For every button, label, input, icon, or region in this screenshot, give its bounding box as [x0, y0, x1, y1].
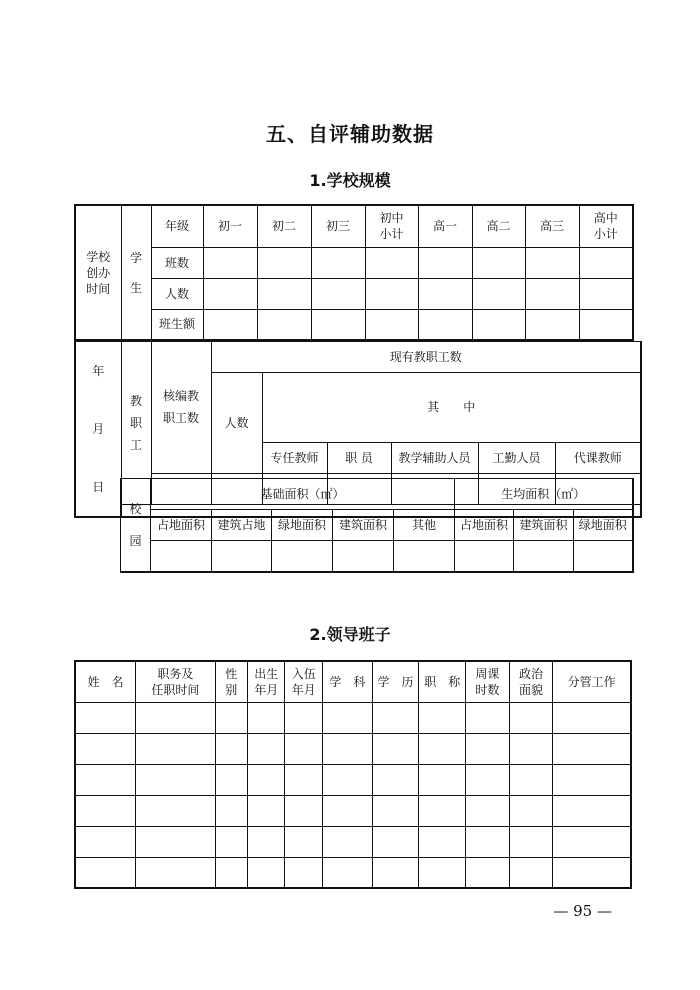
area-column-header: 绿地面积: [574, 510, 633, 541]
current-staff-label: 现有教职工数: [211, 342, 641, 373]
input-cell[interactable]: [311, 309, 365, 340]
area-column-header: 占地面积: [151, 510, 212, 541]
input-cell[interactable]: [323, 764, 373, 795]
input-cell[interactable]: [323, 733, 373, 764]
input-cell[interactable]: [418, 309, 472, 340]
input-cell[interactable]: [372, 764, 419, 795]
table-row: [75, 764, 631, 795]
section-title-school-scale: 1.学校规模: [309, 171, 391, 190]
grade-header: 高三: [525, 205, 579, 247]
area-column-header: 绿地面积: [272, 510, 333, 541]
input-cell[interactable]: [365, 309, 418, 340]
input-cell[interactable]: [419, 795, 466, 826]
input-cell[interactable]: [247, 733, 285, 764]
input-cell[interactable]: [75, 733, 136, 764]
input-cell[interactable]: [247, 826, 285, 857]
grade-header: 初二: [257, 205, 311, 247]
input-cell[interactable]: [136, 826, 215, 857]
staff-category: 代课教师: [555, 442, 641, 473]
class-count-row: [75, 247, 633, 278]
input-cell[interactable]: [509, 764, 553, 795]
row-label-class-size: 班生额: [151, 309, 203, 340]
input-cell[interactable]: [136, 857, 215, 888]
input-cell[interactable]: [553, 733, 631, 764]
input-cell[interactable]: [372, 795, 419, 826]
input-cell[interactable]: [323, 826, 373, 857]
class-size-row: [75, 309, 633, 340]
input-cell[interactable]: [509, 733, 553, 764]
row-label-student-count: 人数: [151, 278, 203, 309]
input-cell[interactable]: [136, 795, 215, 826]
input-cell[interactable]: [525, 309, 579, 340]
input-cell[interactable]: [311, 247, 365, 278]
staff-category: 工勤人员: [478, 442, 555, 473]
input-cell[interactable]: [514, 541, 574, 572]
input-cell[interactable]: [509, 702, 553, 733]
grade-header: 高二: [472, 205, 525, 247]
input-cell[interactable]: [247, 795, 285, 826]
input-cell[interactable]: [272, 541, 333, 572]
input-cell[interactable]: [215, 826, 247, 857]
area-column-header: 建筑占地: [212, 510, 272, 541]
input-cell[interactable]: [553, 857, 631, 888]
input-cell[interactable]: [365, 247, 418, 278]
area-column-header: 建筑面积: [333, 510, 394, 541]
input-cell[interactable]: [372, 826, 419, 857]
grade-header: 高中 小计: [579, 205, 633, 247]
input-cell[interactable]: [394, 541, 455, 572]
per-student-area-label: 生均面积（㎡）: [455, 479, 633, 510]
grade-header: 初中 小计: [365, 205, 418, 247]
column-header: 学 历: [372, 661, 419, 702]
input-cell[interactable]: [285, 857, 323, 888]
input-cell[interactable]: [215, 702, 247, 733]
input-cell[interactable]: [285, 764, 323, 795]
column-header: 姓 名: [75, 661, 136, 702]
staff-category: 专任教师: [262, 442, 327, 473]
grade-label: 年级: [151, 205, 203, 247]
input-cell[interactable]: [455, 541, 514, 572]
column-header: 分管工作: [553, 661, 631, 702]
input-cell[interactable]: [333, 541, 394, 572]
input-cell[interactable]: [75, 857, 136, 888]
input-cell[interactable]: [472, 247, 525, 278]
leadership-table: [74, 660, 632, 889]
input-cell[interactable]: [466, 702, 510, 733]
input-cell[interactable]: [323, 795, 373, 826]
section-title-leadership: 2.领导班子: [309, 625, 391, 644]
table-row: [75, 795, 631, 826]
column-header: 学 科: [323, 661, 373, 702]
input-cell[interactable]: [553, 826, 631, 857]
input-cell[interactable]: [365, 278, 418, 309]
input-cell[interactable]: [372, 733, 419, 764]
input-cell[interactable]: [203, 247, 257, 278]
input-cell[interactable]: [553, 795, 631, 826]
input-cell[interactable]: [372, 857, 419, 888]
base-area-label: 基础面积（㎡）: [151, 479, 455, 510]
input-cell[interactable]: [418, 247, 472, 278]
input-cell[interactable]: [247, 857, 285, 888]
input-cell[interactable]: [472, 309, 525, 340]
area-column-header: 建筑面积: [514, 510, 574, 541]
input-cell[interactable]: [579, 247, 633, 278]
input-cell[interactable]: [285, 795, 323, 826]
column-header: 政治 面貌: [509, 661, 553, 702]
staff-count-label: 人数: [211, 373, 262, 474]
input-cell[interactable]: [75, 826, 136, 857]
input-cell[interactable]: [419, 764, 466, 795]
table-row: [75, 826, 631, 857]
campus-input-row: [121, 541, 633, 572]
school-scale-table: [74, 204, 634, 341]
input-cell[interactable]: [472, 278, 525, 309]
input-cell[interactable]: [257, 247, 311, 278]
input-cell[interactable]: [466, 764, 510, 795]
page-heading: 五、自评辅助数据: [266, 122, 434, 146]
input-cell[interactable]: [525, 278, 579, 309]
row-label-class-count: 班数: [151, 247, 203, 278]
table-row: [75, 857, 631, 888]
input-cell[interactable]: [419, 702, 466, 733]
input-cell[interactable]: [419, 857, 466, 888]
table-row: [75, 733, 631, 764]
column-header: 出生 年月: [247, 661, 285, 702]
column-header: 职务及 任职时间: [136, 661, 215, 702]
input-cell[interactable]: [247, 702, 285, 733]
input-cell[interactable]: [285, 826, 323, 857]
date-label: 年 月 日: [75, 342, 121, 518]
column-header: 职 称: [419, 661, 466, 702]
column-header: 性 别: [215, 661, 247, 702]
grade-header: 高一: [418, 205, 472, 247]
staff-category: 职 员: [327, 442, 391, 473]
input-cell[interactable]: [311, 278, 365, 309]
input-cell[interactable]: [466, 826, 510, 857]
area-column-header: 其他: [394, 510, 455, 541]
input-cell[interactable]: [215, 764, 247, 795]
founding-time-label: 学校 创办 时间: [75, 205, 121, 340]
input-cell[interactable]: [203, 278, 257, 309]
among-label: 其 中: [262, 373, 641, 443]
input-cell[interactable]: [75, 795, 136, 826]
input-cell[interactable]: [215, 733, 247, 764]
leadership-header-row: [75, 661, 631, 702]
approved-staff-label: 核编教 职工数: [151, 342, 211, 474]
input-cell[interactable]: [136, 733, 215, 764]
input-cell[interactable]: [285, 733, 323, 764]
grade-header: 初一: [203, 205, 257, 247]
input-cell[interactable]: [579, 309, 633, 340]
input-cell[interactable]: [136, 764, 215, 795]
grade-header-row: [75, 205, 633, 247]
input-cell[interactable]: [574, 541, 633, 572]
students-group-label: 学 生: [121, 205, 151, 340]
staff-category: 教学辅助人员: [391, 442, 478, 473]
input-cell[interactable]: [151, 541, 212, 572]
input-cell[interactable]: [466, 857, 510, 888]
table-row: [75, 702, 631, 733]
grade-header: 初三: [311, 205, 365, 247]
input-cell[interactable]: [553, 702, 631, 733]
area-column-header: 占地面积: [455, 510, 514, 541]
column-header: 入伍 年月: [285, 661, 323, 702]
input-cell[interactable]: [419, 826, 466, 857]
input-cell[interactable]: [525, 247, 579, 278]
student-count-row: [75, 278, 633, 309]
input-cell[interactable]: [553, 764, 631, 795]
input-cell[interactable]: [418, 278, 472, 309]
input-cell[interactable]: [466, 733, 510, 764]
input-cell[interactable]: [257, 309, 311, 340]
input-cell[interactable]: [372, 702, 419, 733]
input-cell[interactable]: [285, 702, 323, 733]
input-cell[interactable]: [419, 733, 466, 764]
input-cell[interactable]: [323, 857, 373, 888]
campus-group-label: 校 园: [121, 479, 151, 572]
input-cell[interactable]: [466, 795, 510, 826]
input-cell[interactable]: [247, 764, 285, 795]
page-number: — 95 —: [553, 902, 612, 920]
input-cell[interactable]: [136, 702, 215, 733]
staff-group-label: 教 职 工: [121, 342, 151, 505]
input-cell[interactable]: [203, 309, 257, 340]
input-cell[interactable]: [323, 702, 373, 733]
input-cell[interactable]: [212, 541, 272, 572]
input-cell[interactable]: [579, 278, 633, 309]
input-cell[interactable]: [75, 702, 136, 733]
input-cell[interactable]: [75, 764, 136, 795]
campus-table: [120, 478, 634, 573]
input-cell[interactable]: [257, 278, 311, 309]
input-cell[interactable]: [509, 795, 553, 826]
column-header: 周课 时数: [466, 661, 510, 702]
input-cell[interactable]: [509, 826, 553, 857]
input-cell[interactable]: [509, 857, 553, 888]
input-cell[interactable]: [215, 857, 247, 888]
input-cell[interactable]: [215, 795, 247, 826]
